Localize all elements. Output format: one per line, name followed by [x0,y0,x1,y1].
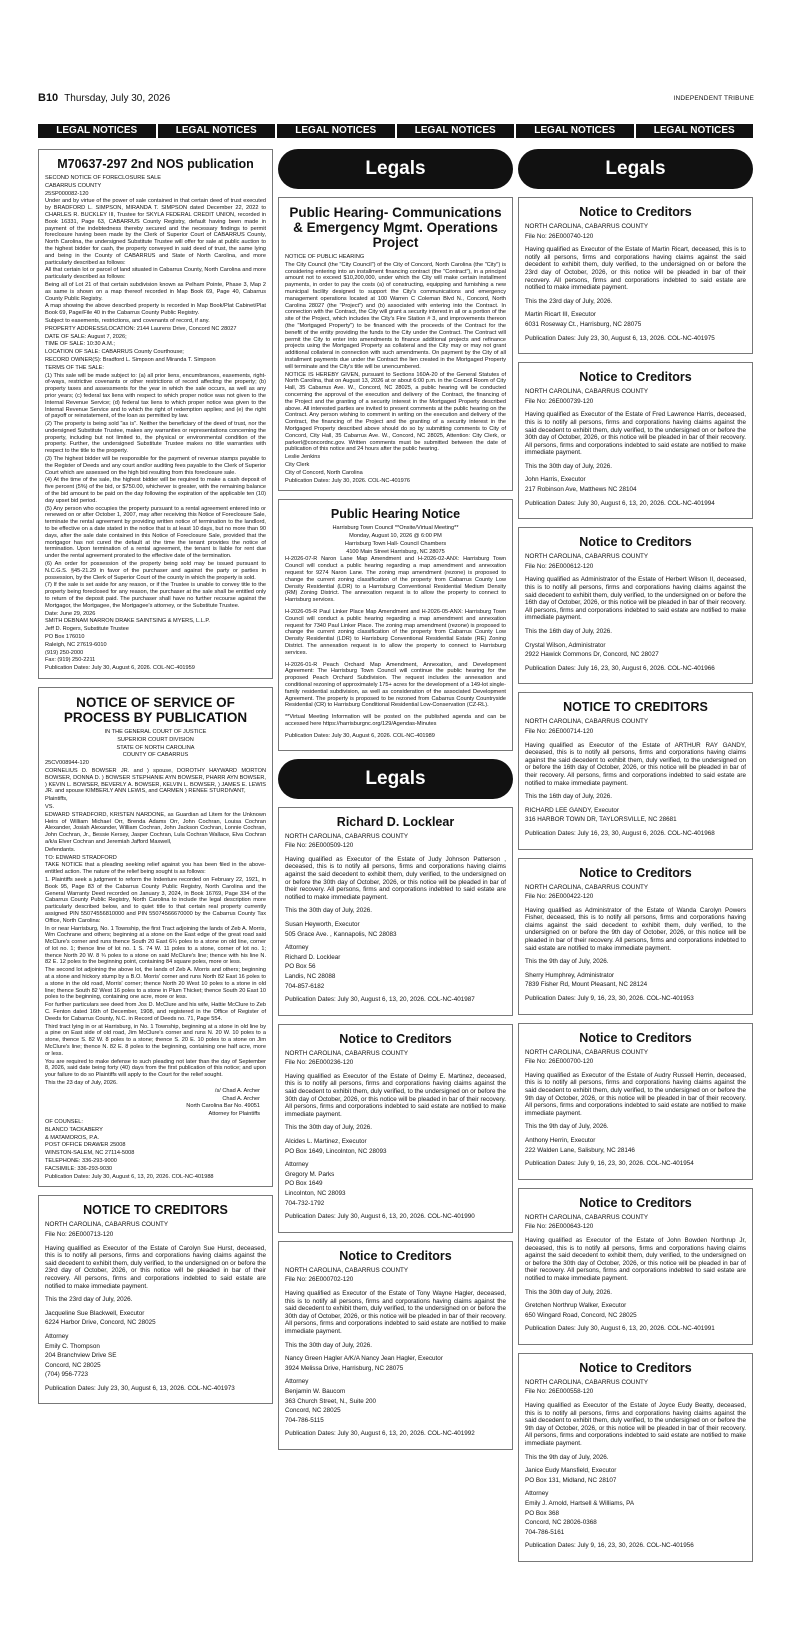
notice-body: Having qualified as Executor of the Estate of Audry Russell Herrin, deceased, this is to notify all persons, firms and corporations having claims against the said decedent to exhibit them, duly verified, to the undersigned on or before the 9th day of October, 2026, or this notice will be pleaded in bar of their recovery. All persons, firms and corporations indebted to said estate are notified to make immediate payment. [525,1071,746,1117]
text-line: Publication Dates: July 30, 2026. COL-NC-401976 [285,477,410,484]
dated-line: This the 9th day of July, 2026. [525,1123,609,1131]
text-line: H-2026-07-R Naron Lane Map Amendment and H-2026-02-ANX: Harrisburg Town Council will conduct a public hearing regarding a map amendment and annexation request for 9274 Naron Lane. The zoning map amendment (rezone) is proposed to change the current zoning classification of the property from Cabarrus County Low Density Residential (LDR) to a Harrisburg Conventional Residential Medium Density (RM) Zoning District. The annexation request is to allow the property to connect to Harrisburg services. [285,556,506,604]
file-number: File No: 26E000509-120 [285,842,354,850]
signer-line: Susan Heyworth, Executor [285,920,360,928]
signer-line: Anthony Herrin, Executor [525,1136,596,1144]
publication-dates: Publication Dates: July 30, August 6, 13, 20, 2026. COL-NC-401987 [285,996,475,1004]
text-line: H-2026-05-R Paul Linker Place Map Amendment and H-2026-05-ANX: Harrisburg Town Council will conduct a public hearing regarding a map amendment and annexation request for 7340 Paul Linker Place. The zoning map amendment (rezone) is proposed to change the current zoning classification of the property from Cabarrus County Low Density Residential (LDR) to Harrisburg Conventional Residential Estate (RE) Zoning District. The annexation request is to allow the property to connect to Harrisburg services. [285,609,506,656]
text-line: Raleigh, NC 27619-6010 [45,641,107,648]
signer-line: Sherry Humphrey, Administrator [525,971,615,979]
dated-line: This the 30th day of July, 2026. [285,1124,373,1132]
notice-title: Notice to Creditors [339,1248,452,1263]
signer-line: 3924 Melissa Drive, Harrisburg, NC 28075 [285,1364,404,1372]
notice-martinez [278,1024,513,1233]
text-line: 1. Plaintiffs seek a judgment to reform the Indenture recorded on February 22, 1921, in Book 95, Page 83 of the Cabarrus County Public Registry, North Carolina and the General Warranty Deed recorded on January 3, 2024, in Book 16769, Page 334 of the Cabarrus County Public Registry, North Carolina to include the legal description more particularly described below, and to quiet title to that certain real property currently assigned PIN 55074556810000 and PIN 55074566670000 by the Cabarrus County Tax Office, North Carolina: [45,876,266,924]
text-line: Leslie Jenkins [285,454,321,461]
text-line: Publication Dates: July 30, August 6, 2026. COL-NC-401989 [285,732,435,739]
text-line: EDWARD STRADFORD, KRISTEN NARDONE, as Guardian ad Litem for the Unknown Heirs of William Michael Orr, Brenda Adams Orr, John Cochran, Louisa Cochran Alexander, Josiah Alexander, William Cochran, John Jackson Cochran, Lonnie Cochran, John Cochran, Jr., Bessie Kersey, Jasper Cochran, Lula Cochran Wallace, Elva Cochran a/k/a Elver Cochran and Jeremiah Jafford Maxwell, [45,811,266,845]
signer-line: Martin Ricart III, Executor [525,311,597,319]
publication-dates: Publication Dates: July 16, 23, 30, August 6, 2026. COL-NC-401966 [525,664,715,672]
attorney-line: Lincolnton, NC 28093 [285,1190,346,1198]
notice-body: Having qualified as Executor of the Estate of Tony Wayne Hagler, deceased, this is to notify all persons, firms and corporations having claims against the said decedent to exhibit them, duly verified, to the undersigned on or before the 30th day of October, 2026, or this notice will be pleaded in bar of their recovery. All persons, firms and corporations indebted to said estate are notified to make immediate payment. [285,1289,506,1335]
attorney-line: Attorney [45,1332,69,1340]
foreclosure-notice [38,149,273,679]
dated-line: This the 30th day of July, 2026. [525,1288,613,1296]
attorney-line: Attorney [285,944,309,952]
text-line: /s/ Chad A. Archer [214,1087,260,1094]
notice-title: Richard D. Locklear [336,814,455,829]
text-line: Harrisburg Town Council **Onsite/Virtual Meeting** [332,525,459,532]
dated-line: This the 30th day of July, 2026. [525,462,613,470]
notice-locklear [278,807,513,1016]
signer-line: 7839 Fisher Rd, Mount Pleasant, NC 28124 [525,981,648,989]
meeting-header [285,525,506,555]
file-number: File No: 26E000236-120 [285,1059,354,1067]
notice-body [285,556,506,739]
publication-dates: Publication Dates: July 30, August 6, 13, 20, 2026. COL-NC-401991 [525,1325,715,1333]
attorney-line: Emily J. Arnold, Hartsell & Williams, PA [525,1500,635,1507]
attorney-line: Landis, NC 28088 [285,972,336,980]
text-line: Defendants. [45,846,76,853]
text-line: Fax: (919) 250-2211 [45,657,96,664]
county-line: NORTH CAROLINA, CABARRUS COUNTY [525,223,649,230]
text-line: (7) If the sale is set aside for any reason, or if the Trustee is unable to convey title to the property being foreclosed for any reason, the purchaser at the sale shall be entitled only to return of the deposit paid. The purchaser shall have no further recourse against the Mortgagor, the Mortgagee, the Mortgagee's attorney, or the Substitute Trustee. [45,582,266,609]
notice-body: Having qualified as Executor of the Estate of Delmy E. Martinez, deceased, this is to notify all persons, firms and corporations having claims against the said decedent to exhibit them, duly verified, to the undersigned on or before the 30th day of October, 2026, or this notice will be pleaded in bar of their recovery. All persons, firms and corporations indebted to said estate are notified to make immediate payment. [285,1072,506,1118]
notice-title: Notice to Creditors [339,1031,452,1046]
notice-title: Notice to Creditors [579,1195,692,1210]
dated-line: This the 23rd day of July, 2026. [525,297,613,305]
attorney-line: Richard D. Locklear [285,953,341,961]
dated-line: This the 30th day of July, 2026. [285,907,373,915]
signer-line: Gretchen Northrup Walker, Executor [525,1302,627,1310]
dated-line: This the 23rd day of July, 2026. [45,1296,133,1304]
county-line: NORTH CAROLINA, CABARRUS COUNTY [285,1049,409,1057]
signer-line: 6224 Harbor Drive, Concord, NC 28025 [45,1319,156,1327]
notice-title: Notice to Creditors [579,1360,692,1375]
text-line: The City Council (the "City Council") of the City of Concord, North Carolina (the "City") is considering entering into an installment financing contract (the "Contract"), in a principal amount not to exceed $10,200,000, under which the City will make certain installment payments, in order to pay the costs (a) of constructing, equipping and furnishing a new municipal facility designed to support the City's communications and emergency management operations located at 100 Warren C Coleman Blvd N., Concord, North Carolina 28027 (the "Project") and (b) associated with entering into the Contract. In connection with the Contract, the City will grant a security interest in all or a portion of the site of the Project, which includes the City's Fire Station # 3, and improvements thereon (the "Mortgaged Property") to be financed with the proceeds of the Contract for the benefit of the entity providing the funds to the City under the Contract. The Contract will permit the City to enter into amendments to finance additional projects and refinance projects using the Mortgaged Property as collateral and the City may or may not grant additional collateral in connection with such amendments. On payment by the City of all installment payments due under the Contract the lien created in the Mortgaged Property will terminate and the City's title will be unencumbered. [285,261,506,370]
dated-line: This the 9th day of July, 2026. [525,958,609,966]
text-line: In or near Harrisburg, No. 1 Township, the first Tract adjoining the lands of Zeb A. Morris, Wm Cochrane and others; beginning at a stone on the East edge of the great road said McClure's corner and runs thence South 20 East 6¼ poles to a stone on old line, corner of lot no. 1; thence line of lot no. 1 S. 74 W. 11 poles to a stone, corner of lot no. 1; thence North 20 W. 8 ¾ poles to a stone on said McClure's line; thence with his line N. 82 E. 12 poles to the beginning point, containing 84 square poles, more or less. [45,925,266,966]
text-line: BLANCO TACKABERY [45,1126,103,1133]
section-bar: LEGAL NOTICES [397,124,515,138]
notice-gandy [518,692,753,849]
text-line: TIME OF SALE: 10:30 A.M.; [45,341,115,348]
text-line: Jeff D. Rogers, Substitute Trustee [45,626,129,633]
notice-body [45,760,266,1087]
county-line: NORTH CAROLINA, CABARRUS COUNTY [525,718,649,726]
county-line: NORTH CAROLINA, CABARRUS COUNTY [45,1221,169,1229]
text-line: This the 23 day of July, 2026. [45,1080,118,1087]
county-line: NORTH CAROLINA, CABARRUS COUNTY [285,832,409,840]
column-2 [278,149,513,1638]
notice-ricart [518,197,753,354]
attorney-line: Concord, NC 28026-0368 [525,1519,597,1527]
attorney-line: 704-857-6182 [285,982,325,990]
section-bar: LEGAL NOTICES [636,124,754,138]
text-line: COUNTY OF CABARRUS [122,752,189,759]
text-line: (3) The highest bidder will be responsible for the payment of revenue stamps payable to the Register of Deeds and any court and/or auditing fees payable to the Clerk of Superior Court which are assessed on the high bid resulting from this foreclosure sale. [45,456,266,476]
county-line: NORTH CAROLINA, CABARRUS COUNTY [525,1378,649,1386]
notice-title: Notice to Creditors [579,865,692,880]
attorney-line: Gregory M. Parks [285,1170,335,1178]
notice-harris [518,362,753,519]
column-1 [38,149,273,1638]
hearing-harrisburg [278,499,513,750]
text-line: RECORD OWNER(S): Bradford L. Simpson and Miranda T. Simpson [45,356,216,363]
section-bar: LEGAL NOTICES [277,124,395,138]
file-number: File No: 26E000643-120 [525,1223,594,1231]
county-line: NORTH CAROLINA, CABARRUS COUNTY [525,883,649,891]
text-line: FACSIMILE: 336-293-9030 [45,1165,113,1172]
publication-dates: Publication Dates: July 30, August 6, 13, 20, 2026. COL-NC-401990 [285,1213,475,1221]
section-bar: LEGAL NOTICES [516,124,634,138]
text-line: For further particulars see deed from Jos D. McClure and his wife, Hattie McClure to Zeb C. Fenton dated 16th of December, 1908, and registered in the Office of Register of Deeds for Cabarrus County, N.C. in Record of Deeds no. 71, Page 554. [45,1002,266,1022]
column-3 [518,149,753,1638]
text-line: Publication Dates: July 30, August 6, 13, 20, 2026. COL-NC-401988 [45,1173,214,1180]
county-line: NORTH CAROLINA, CABARRUS COUNTY [525,1048,649,1056]
signer-line: PO Box 1649, Lincolnton, NC 28093 [285,1147,387,1155]
dated-line: This the 30th day of July, 2026. [285,1341,373,1349]
text-line: CABARRUS COUNTY [45,182,102,189]
text-line: IN THE GENERAL COURT OF JUSTICE [104,728,207,735]
text-line: (919) 250-2000 [45,649,84,656]
file-number: File No: 26E000739-120 [525,397,594,405]
section-bars [38,124,753,138]
county-line: NORTH CAROLINA, CABARRUS COUNTY [525,1213,649,1221]
notice-body: Having qualified as Executor of the Estate of John Bowden Northrup Jr, deceased, this is to notify all persons, firms and corporations having claims against the said decedent to exhibit them, duly verified, to the undersigned on or before the 30th day of October, 2026, or this notice will be pleaded in bar of their recovery. All persons, firms and corporations indebted to said estate are notified to make immediate payment. [525,1236,746,1282]
text-line: LOCATION OF SALE: CABARRUS County Courthouse; [45,349,184,356]
notice-title: Public Hearing- Communications & Emergency Mgmt. Operations Project [289,205,502,250]
notice-body: Having qualified as Executor of the Estate of Carolyn Sue Hurst, deceased, this is to notify all persons, firms and corporations having claims against the said decedent to exhibit them, duly verified, to the undersigned on or before the 23rd day of October, 2026, or this notice will be pleaded in bar of their recovery. All persons, firms and corporations indebted to said estate are notified to make immediate payment. [45,1244,266,1290]
notice-body: Having qualified as Executor of the Estate of Judy Johnson Patterson , deceased, this is to notify all persons, firms and corporations having claims against the said decedent to exhibit them, duly verified, to the undersigned on or before the 30th day of October, 2026, or this notice will be pleaded in bar of their recovery. All persons, firms and corporations indebted to said estate are notified to make immediate payment. [285,855,506,901]
signer-line: Jacqueline Sue Blackwell, Executor [45,1309,145,1317]
attorney-line: 363 Church Street, N., Suite 200 [285,1397,377,1405]
publication-dates: Publication Dates: July 9, 16, 23, 30, 2026. COL-NC-401956 [525,1542,694,1550]
signer-line: Nancy Green Hagler A/K/A Nancy Jean Hagler, Executor [285,1355,443,1363]
dated-line: This the 9th day of July, 2026. [525,1453,609,1461]
attorney-line: 704-732-1792 [285,1199,325,1207]
publication-dates: Publication Dates: July 30, August 6, 13, 20, 2026. COL-NC-401994 [525,499,715,507]
text-line: Date: June 29, 2026 [45,610,96,617]
text-line: PROPERTY ADDRESS/LOCATION: 2144 Laurens Drive, Concord NC 28027 [45,325,237,332]
counsel-block [45,1119,266,1180]
attorney-line: Attorney [285,1378,309,1386]
text-line: Subject to easements, restrictions, and covenants of record, if any. [45,317,210,324]
publication-name: INDEPENDENT TRIBUNE [673,94,754,102]
legals-banner: Legals [278,759,513,799]
notice-hagler [278,1241,513,1450]
signer-line: RICHARD LEE GANDY, Executor [525,806,620,814]
notice-title: NOTICE TO CREDITORS [83,1203,228,1218]
text-line: TAKE NOTICE that a pleading seeking relief against you has been filed in the above- entitled action. The nature of the relief being sought is as follows: [45,862,266,876]
dated-line: This the 16th day of July, 2026. [525,793,613,801]
text-line: STATE OF NORTH CAROLINA [116,744,195,751]
page-number: B10 [38,92,59,104]
text-line: (5) Any person who occupies the property pursuant to a rental agreement entered into or renewed on or after October 1, 2007, may after receiving this Notice of Foreclosure Sale, terminate the rental agreement by providing written notice of termination to the landlord, to be effective on a date stated in the notice that is at least 10 days, but no more than 90 days, after the sale date contained in this Notice of Foreclosure Sale, provided that the mortgagor has not cured the default at the time the tenant provides the notice of termination. Upon termination of a rental agreement, the tenant is liable for rent due under the rental agreement prorated to the effective date of the termination. [45,505,266,560]
county-line: NORTH CAROLINA, CABARRUS COUNTY [525,553,649,561]
notice-title: Public Hearing Notice [330,507,461,522]
text-line: (6) An order for possession of the property being sold may be issued pursuant to N.C.G.S. §45-21.29 in favor of the purchaser and against the party or parties in possession, by the Clerk of Superior Court of the county in which the property is sold. [45,561,266,581]
publication-dates: Publication Dates: July 9, 16, 23, 30, 2026. COL-NC-401953 [525,995,694,1003]
attorney-line: PO Box 1649 [285,1180,323,1188]
text-line: Monday, August 10, 2026 @ 6:00 PM [349,533,442,540]
publication-dates: Publication Dates: July 23, 30, August 6, 13, 2026. COL-NC-401975 [525,334,715,342]
county-line: NORTH CAROLINA, CABARRUS COUNTY [285,1266,409,1274]
issue-date: Thursday, July 30, 2026 [64,92,171,104]
signer-line: 316 HARBOR TOWN DR, TAYLORSVILLE, NC 28681 [525,816,677,824]
text-line: CORNELIUS D. BOWSER JR. and ) spouse, DOROTHY HAYWARD MORTON BOWSER, DONNA D. ) BOWSER STEPHANIE AYN BOWSER, PHARR AYN BOWSER, ) KEVIN L. BOWSER, BEVERLY A. BOWSER, KELVIN L. BOWSER, ) JAMES E. LEWIS JR. and spouse KIMBERLY ANN LEWIS, and CARMEN ) RENEE STURDIVANT, [45,767,266,795]
text-line: SMITH DEBNAM NARRON DRAKE SAINTSING & MYERS, L.L.P. [45,618,210,625]
text-line: SECOND NOTICE OF FORECLOSURE SALE [45,175,161,181]
dated-line: This the 16th day of July, 2026. [525,628,613,635]
file-number: File No: 26E000558-120 [525,1388,594,1396]
text-line: North Carolina Bar No. 49051 [186,1103,260,1110]
notice-body [45,175,266,672]
notice-body: Having qualified as Executor of the Estate of ARTHUR RAY GANDY, deceased, this is to notify all persons, firms and corporations having claims against the said decedent to exhibit them, duly verified, to the undersigned on or before the 16th day of October, 2026, or this notice will be pleaded in bar of their recovery. All persons, firms and corporations indebted to said estate are notified to make immediate payment. [525,741,746,787]
text-line: Chad A. Archer [222,1095,260,1102]
attorney-line: 704-786-5161 [525,1528,565,1536]
signer-line: Janice Eudy Mansfield, Executor [525,1467,617,1475]
text-line: 25CV008944-120 [45,760,89,767]
notice-title: Notice to Creditors [579,1030,692,1045]
text-line: H-2026-01-R Peach Orchard Map Amendment, Annexation, and Development Agreement: The Harrisburg Town Council will continue the public hearing for the proposed Peach Orchard Subdivision. The request includes the annexation and conditional rezoning of approximately 175+ acres for the development of a 149-lot single-family residential subdivision, as well as consideration of the associated Development Agreement. The property is proposed to be rezoned from Cabarrus County Countryside Residential (CR) to Harrisburg Conditional Residential Low-Conservation (CZ-RL). [285,661,506,709]
file-number: File No: 26E000612-120 [525,562,594,570]
text-line: TERMS OF THE SALE: [45,364,104,371]
notice-body: Having qualified as Executor of the Estate of Fred Lawrence Harris, deceased, this is to notify all persons, firms and corporations having claims against the said decedent to exhibit them, duly verified, to the undersigned on or before the 30th day of October, 2026, or this notice will be pleaded in bar of their recovery. All persons, firms and corporations indebted to said estate are notified to make immediate payment. [525,411,746,457]
service-notice [38,687,273,1187]
text-line: POST OFFICE DRAWER 25008 [45,1142,126,1149]
file-number: File No: 26E000740-120 [525,232,594,240]
text-line: DATE OF SALE: August 7, 2026; [45,333,127,340]
text-line: NOTICE IS HEREBY GIVEN, pursuant to Sections 160A-20 of the General Statutes of North Carolina, that on August 13, 2026 at or about 6:00 p.m. in the Council Room of City Hall, 35 Cabarrus Ave. W., Concord, NC 28025, a public hearing will be conducted concerning the approval of the execution and delivery of the Contract, the financing of the Project and the granting of a security interest in the Mortgaged Property described above. All interested parties are invited to present comments at the public hearing on the Contract. Any person wishing to comment in writing on the execution and delivery of the Contract, the financing of the Project and the granting of a security interest in the Mortgaged Property described above should do so by submitting comments to City of Concord, City Hall, 35 Cabarrus Ave. W., Concord, NC 28025, Attention: City Clerk, or parkerl@concordnc.gov. Written comments must be submitted between the date of publication of this notice and 24 hours after the public hearing. [285,371,506,453]
file-number: File No: 26E000713-120 [45,1230,114,1238]
signer-line: 222 Walden Lane, Salisbury, NC 28146 [525,1146,635,1154]
notice-title: NOTICE TO CREDITORS [563,700,708,715]
text-line: PO Box 176010 [45,634,85,640]
attorney-line: Concord, NC 28025 [285,1407,341,1415]
file-number: File No: 26E000714-120 [525,727,594,735]
notice-title: Notice to Creditors [579,535,692,550]
notice-hurst [38,1195,273,1404]
notice-northrup [518,1188,753,1345]
publication-dates: Publication Dates: July 23, 30, August 6, 13, 2026. COL-NC-401973 [45,1384,235,1392]
legals-banner: Legals [278,149,513,189]
publication-dates: Publication Dates: July 16, 23, 30, August 6, 2026. COL-NC-401968 [525,829,715,837]
signer-line: Alcides L. Martinez, Executor [285,1138,367,1146]
text-line: Plaintiffs, [45,796,68,803]
text-line: 25SP000082-120 [45,190,89,197]
signer-line: Crystal Wilson, Administrator [525,641,606,649]
attorney-line: PO Box 56 [285,963,316,971]
text-line: & MATAMOROS, P.A. [45,1134,100,1141]
text-line: OF COUNSEL: [45,1119,83,1126]
notice-beatty [518,1353,753,1562]
text-line: TO: EDWARD STRADFORD [45,854,117,861]
attorney-line: (704) 956-7723 [45,1371,89,1379]
attorney-line: Attorney [525,1490,549,1498]
notice-title: Notice to Creditors [579,370,692,385]
text-line: SUPERIOR COURT DIVISION [117,736,194,743]
notice-body: Having qualified as Executor of the Estate of Joyce Eudy Beatty, deceased, this is to notify all persons, firms and corporations having claims against the said decedent to exhibit them, duly verified, to the undersigned on or before the 9th day of October, 2026, or this notice will be pleaded in bar of their recovery. All persons, firms and corporations indebted to said estate are notified to make immediate payment. [525,1402,746,1448]
text-line: VS. [45,803,55,810]
county-line: NORTH CAROLINA, CABARRUS COUNTY [525,388,649,396]
text-line: All that certain lot or parcel of land situated in Cabarrus County, North Carolina and more particularly described as follows: [45,267,266,281]
text-line: (2) The property is being sold "as is". Neither the beneficiary of the deed of trust, nor the undersigned Substitute Trustee, makes any warranties or representations concerning the property, including but not limited to, the physical or environmental condition of the property. Further, the undersigned Substitute Trustee makes no title warranties with respect to the title to the property. [45,421,266,455]
signature-block [45,1088,266,1118]
attorney-line: Concord, NC 28025 [45,1361,101,1369]
text-line: Third tract lying in or at Harrisburg, in No. 1 Township, beginning at a stone in old line by a pine on East side of old road, Jim McClure's corner and runs N. 20 W. 10 poles to a stone, thence S. 82 W. 8 poles to a stone; thence S. 20 E. 10 poles to a stone on Jim McClure's line; thence N. 82 E. 8 poles to the beginning, containing one half acre, more or less. [45,1023,266,1057]
text-line: Attorney for Plaintiffs [208,1111,260,1118]
text-line: The second lot adjoining the above lot, the lands of Zeb A. Morris and others; beginning at a stone and hickory stump by a B.O. Morris' corner and runs North 82 East 16 poles to a stone in the old road, Morris' corner; thence North 20 West 10 poles to a stone in old line; thence South 82 West 16 poles to a stone in Plum Thicket; thence South 20 East 10 poles to the beginning, containing one acre, more or less. [45,967,266,1001]
notice-title: Notice to Creditors [579,205,692,219]
signer-line: 650 Wingard Road, Concord, NC 28025 [525,1311,637,1319]
publication-dates: Publication Dates: July 9, 16, 23, 30, 2026. COL-NC-401954 [525,1160,694,1168]
notice-title: M70637-297 2nd NOS publication [57,157,254,171]
file-number: File No: 26E000702-120 [285,1276,354,1284]
text-line: TELEPHONE: 336-293-9000 [45,1158,117,1164]
masthead [38,90,754,106]
attorney-line: PO Box 368 [525,1509,559,1517]
text-line: Publication Dates: July 30, August 6, 2026. COL-NC-401959 [45,665,195,672]
text-line: 4100 Main Street Harrisburg, NC 28075 [346,548,445,555]
notice-body [285,254,506,484]
file-number: File No: 26E000422-120 [525,893,594,901]
section-bar: LEGAL NOTICES [158,124,276,138]
notice-body: Having qualified as Administrator of the Estate of Herbert Wilson II, deceased, this is to notify all persons, firms and corporations having claims against the said decedent to exhibit them, duly verified, to the undersigned on or before the 16th day of October, 2026, or this notice will be pleaded in bar of their recovery. All persons, firms and corporations indebted to said estate are notified to make immediate payment. [525,576,746,622]
attorney-line: 704-786-5115 [285,1416,324,1424]
signer-line: 2922 Hawick Commons Dr, Concord, NC 28027 [525,651,659,659]
signer-line: 505 Grace Ave. , Kannapolis, NC 28083 [285,930,397,938]
signer-line: John Harris, Executor [525,476,586,484]
text-line: City of Concord, North Carolina [285,469,363,476]
notice-body: Having qualified as Executor of the Estate of Martin Ricart, deceased, this is to notify all persons, firms and corporations having claims against the said decedent to exhibit them, duly verified, to the undersigned on or before the 23rd day of October, 2026, or this notice will be pleaded in bar of their recovery. All persons, firms and corporations indebted to said estate are notified to make immediate payment. [525,246,746,292]
attorney-line: Attorney [285,1161,309,1169]
attorney-line: Benjamin W. Baucom [285,1387,346,1395]
notice-body: Having qualified as Administrator of the Estate of Wanda Carolyn Powers Fisher, deceased, this is to notify all persons, firms and corporations having claims against the said decedent to exhibit them, duly verified, to the undersigned on or before the 9th day of October, 2026, or this notice will be pleaded in bar of their recovery. All persons, firms and corporations indebted to said estate are notified to make immediate payment. [525,906,746,952]
text-line: **Virtual Meeting Information will be posted on the published agenda and can be accessed here https://harrisburgnc.org/129/Agendas-Minutes [285,714,506,728]
notice-herrin [518,1023,753,1180]
legals-banner: Legals [518,149,753,189]
attorney-line: Emily C. Thompson [45,1342,100,1350]
text-line: (1) This sale will be made subject to: (a) all prior liens, encumbrances, easements, right-of-ways, restrictive covenants or other restrictions of record affecting the property; (b) property taxes and assessments for the year in which the sale occurs, as well as any prior years; (c) federal tax liens with respect to which proper notice was not given to the Internal Revenue Service; (d) federal tax liens to which proper notice was given to the Internal Revenue Service and to which the right of redemption applies; and (e) the right of payoff or reinstatement, of the loan as permitted by law. [45,372,266,420]
signer-line: 217 Robinson Ave, Matthews NC 28104 [525,486,637,494]
text-line: Under and by virtue of the power of sale contained in that certain deed of trust executed by BRADFORD L. SIMPSON, MIRANDA T. SIMPSON dated December 22, 2022 to CHARLES R. BUCKLEY III, Trustee for SKYLA FEDERAL CREDIT UNION, recorded in Book 16331, Page 63, CABARRUS County Registry, default having been made in payment of the indebtedness thereby secured and the necessary findings to permit foreclosure having been made by the Clerk of Superior Court of CABARRUS County, North Carolina, the undersigned Substitute Trustee will offer for sale at public auction to the highest bidder for cash, the property conveyed in said deed of trust, the same lying and being in the County of CABARRUS and State of North Carolina, and more particularly described as follows: [45,198,266,266]
file-number: File No: 26E000700-120 [525,1058,594,1066]
attorney-line: 204 Branchview Drive SE [45,1352,117,1360]
text-line: NOTICE OF PUBLIC HEARING [285,254,365,260]
section-bar: LEGAL NOTICES [38,124,156,138]
text-line: City Clerk [285,461,310,468]
signer-line: PO Box 131, Midland, NC 28107 [525,1476,617,1484]
text-line: You are required to make defense to such pleading not later than the day of September 8, 2026, said date being forty (40) days from the first publication of this notice; and upon your failure to do so Plaintiffs will apply to the Court for the relief sought. [45,1058,266,1079]
notice-title: NOTICE OF SERVICE OF PROCESS BY PUBLICATION [63,694,248,725]
text-line: Harrisburg Town Hall- Council Chambers [344,540,447,547]
notice-wilson [518,527,753,684]
text-line: A map showing the above described property is recorded in Map Book/Plat Cabinet/Plat Book 69, Page/File 40 in the Cabarrus County Public Registry. [45,303,266,317]
signer-line: 6031 Roseway Ct., Harrisburg, NC 28075 [525,320,642,328]
publication-dates: Publication Dates: July 30, August 6, 13, 20, 2026. COL-NC-401992 [285,1430,475,1438]
notice-powers [518,858,753,1015]
hearing-communications [278,197,513,491]
text-line: Being all of Lot 21 of that certain subdivision known as Pelham Pointe, Phase 3, Map 2 as same is shown on a map thereof recorded in Map Book 69, Page 40, Cabarrus County Public Registry. [45,281,266,302]
text-line: WINSTON-SALEM, NC 27114-5008 [45,1150,135,1157]
court-header [45,729,266,759]
text-line: (4) At the time of the sale, the highest bidder will be required to make a cash deposit of five percent (5%) of the bid, or $750.00, whichever is greater, with the remaining balance of the bid amount to be paid on the day following the expiration of the applicable ten (10) day upset bid period. [45,477,266,504]
